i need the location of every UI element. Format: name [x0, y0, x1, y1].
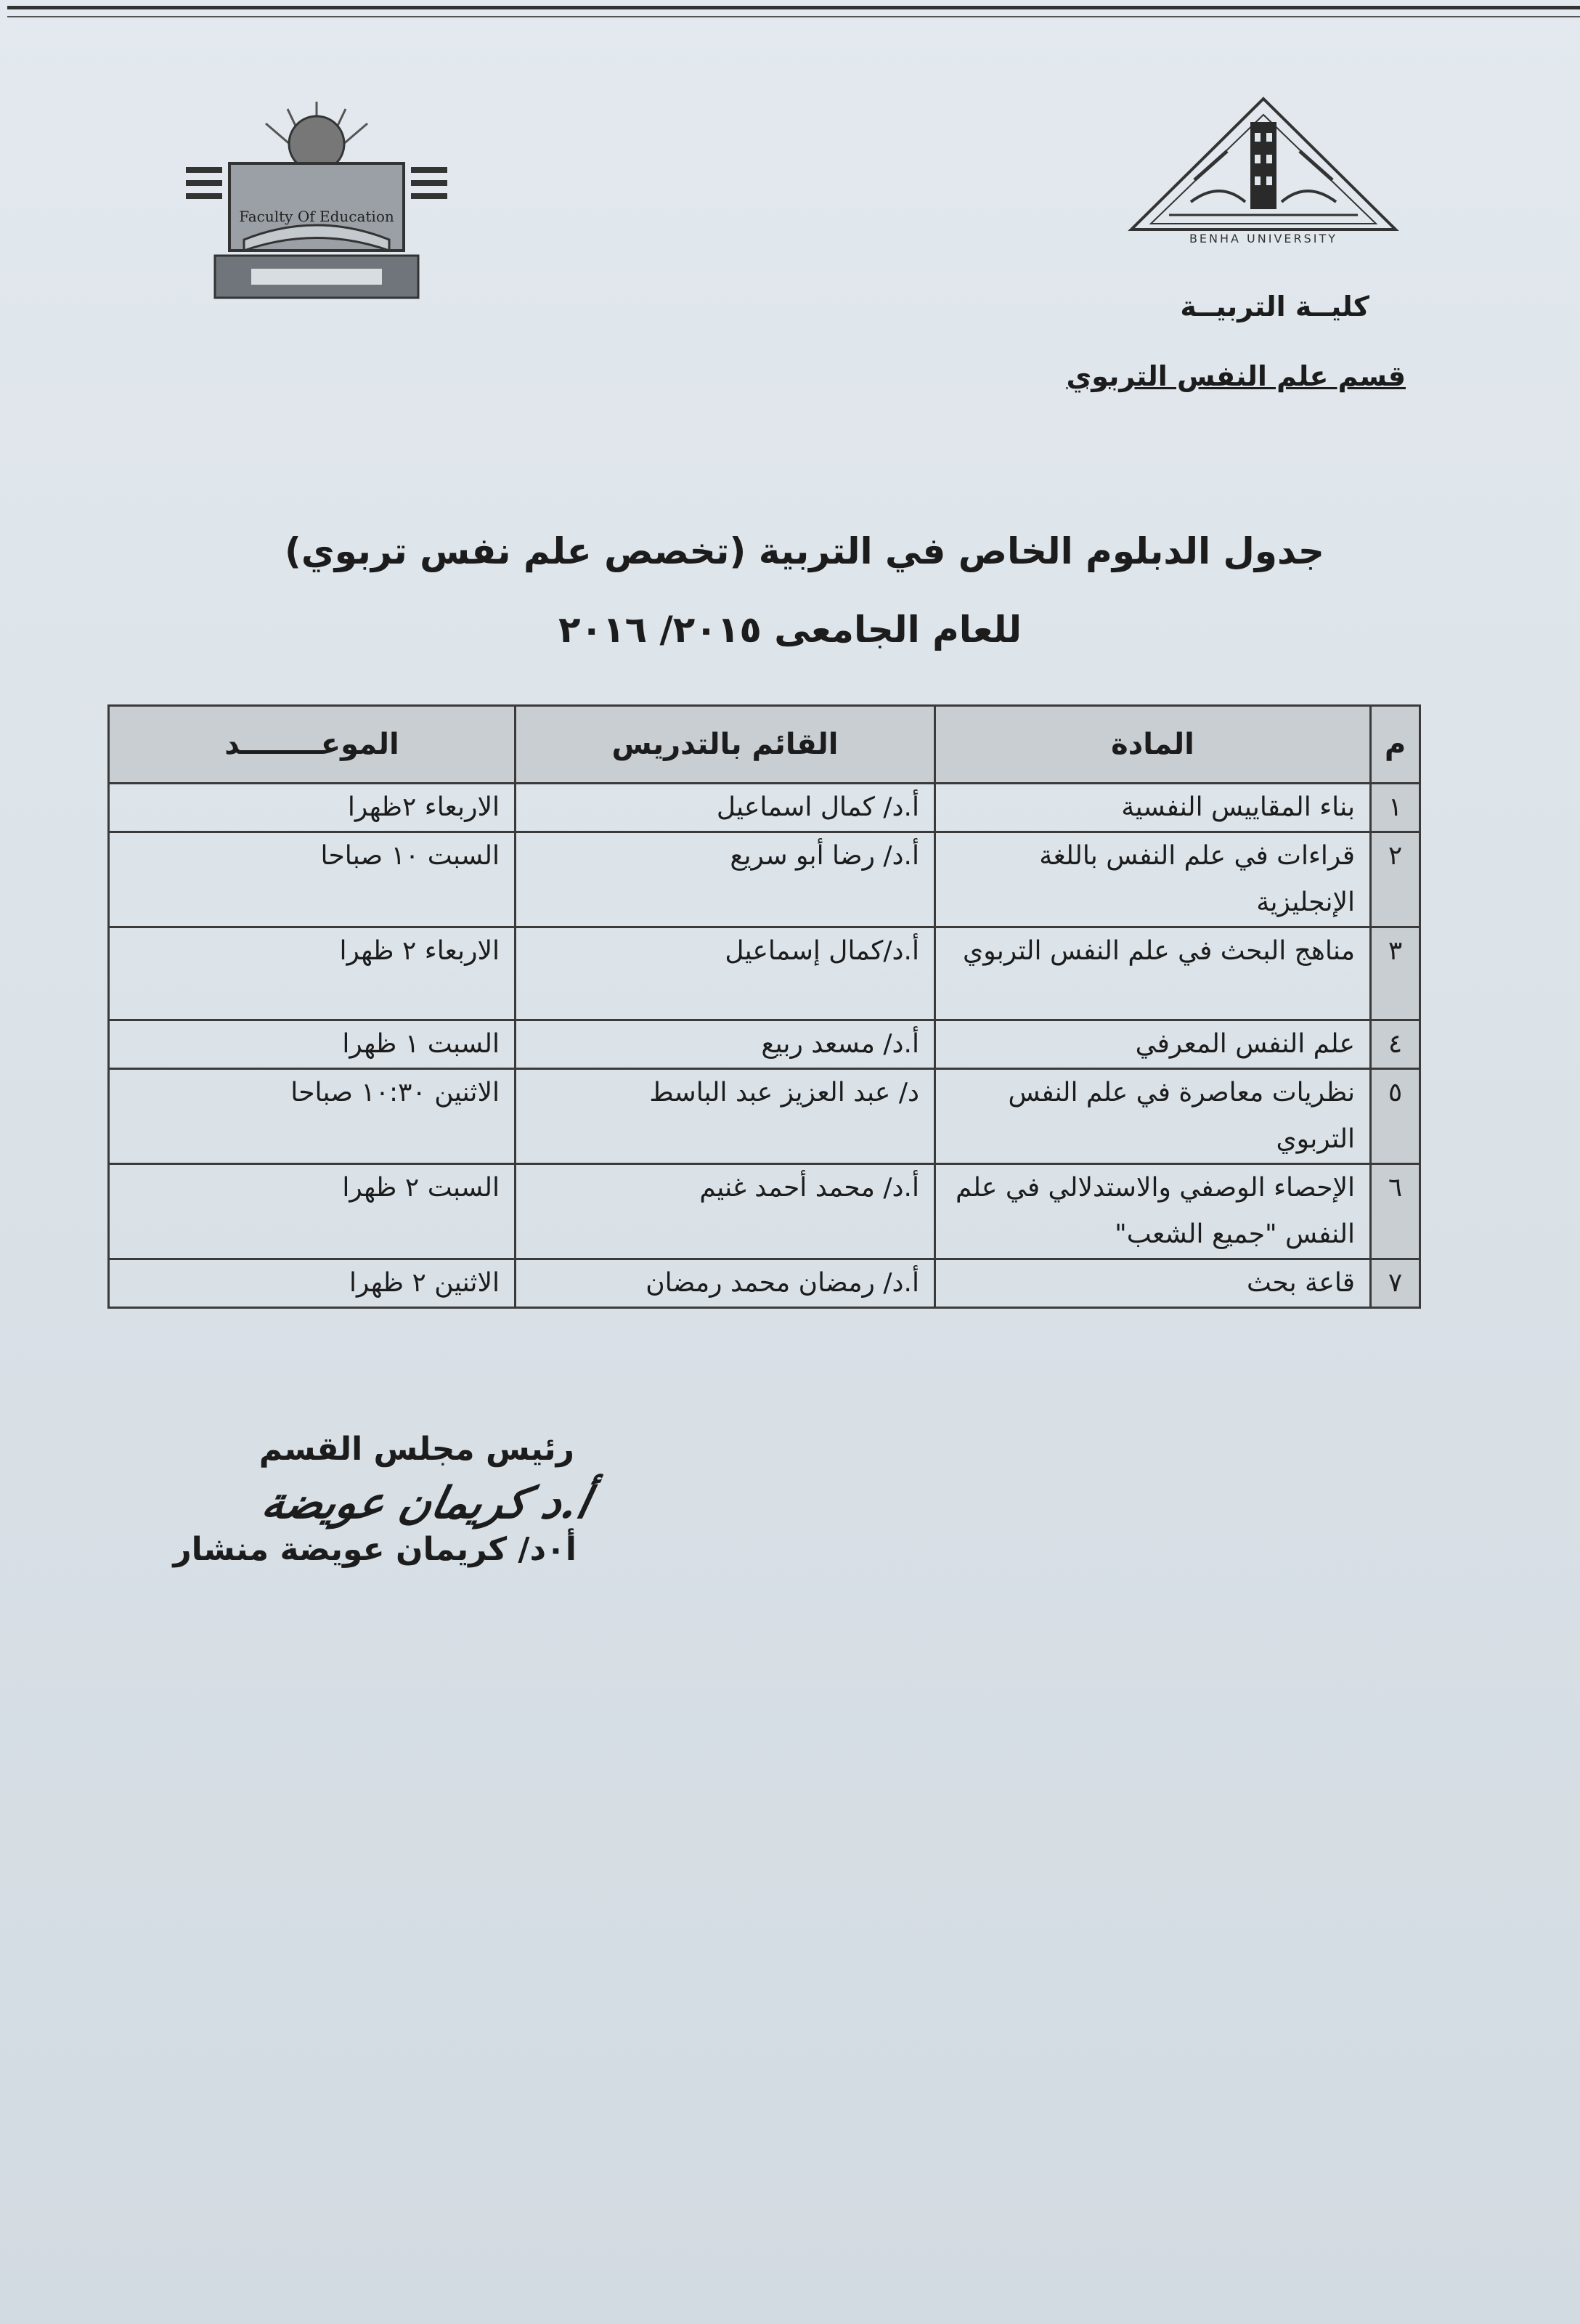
faculty-of-education-logo	[186, 94, 447, 301]
signature-title: رئيس مجلس القسم	[258, 1431, 574, 1468]
header-time: الموعــــــــد	[109, 706, 516, 784]
subject-cell: بناء المقاييس النفسية	[935, 784, 1371, 832]
row-number: ٧	[1371, 1259, 1420, 1308]
time-cell: السبت ١٠ صباحا	[109, 832, 516, 927]
row-number: ١	[1371, 784, 1420, 832]
table-row	[109, 1020, 1420, 1069]
instructor-cell: أ.د/ رضا أبو سريع	[516, 832, 935, 927]
table-row	[109, 784, 1420, 832]
instructor-cell: أ.د/ محمد أحمد غنيم	[516, 1164, 935, 1259]
benha-university-logo	[1125, 93, 1401, 247]
university-logo-text: BENHA UNIVERSITY	[1189, 232, 1338, 245]
instructor-cell: أ.د/ رمضان محمد رمضان	[516, 1259, 935, 1308]
header-number: م	[1371, 706, 1420, 784]
instructor-cell: د/ عبد العزيز عبد الباسط	[516, 1069, 935, 1164]
subject-cell: علم النفس المعرفي	[935, 1020, 1371, 1069]
time-cell: الاربعاء ٢ ظهرا	[109, 927, 516, 1020]
row-number: ٥	[1371, 1069, 1420, 1164]
top-border-line-thin	[7, 16, 1580, 17]
subject-cell: مناهج البحث في علم النفس التربوي	[935, 927, 1371, 1020]
instructor-cell: أ.د/ مسعد ربيع	[516, 1020, 935, 1069]
row-number: ٣	[1371, 927, 1420, 1020]
schedule-table	[107, 704, 1421, 1309]
table-row	[109, 1259, 1420, 1308]
time-cell: السبت ٢ ظهرا	[109, 1164, 516, 1259]
instructor-cell: أ.د/كمال إسماعيل	[516, 927, 935, 1020]
instructor-cell: أ.د/ كمال اسماعيل	[516, 784, 935, 832]
row-number: ٤	[1371, 1020, 1420, 1069]
signatory-name: أ٠د/ كريمان عويضة منشار	[173, 1531, 577, 1568]
header-subject: المادة	[935, 706, 1371, 784]
table-row	[109, 832, 1420, 927]
table-row	[109, 1069, 1420, 1164]
subject-cell: قراءات في علم النفس باللغة الإنجليزية	[935, 832, 1371, 927]
subject-cell: الإحصاء الوصفي والاستدلالي في علم النفس "جميع الشعب"	[935, 1164, 1371, 1259]
subject-cell: قاعة بحث	[935, 1259, 1371, 1308]
time-cell: الاثنين ١٠:٣٠ صباحا	[109, 1069, 516, 1164]
time-cell: الاثنين ٢ ظهرا	[109, 1259, 516, 1308]
time-cell: الاربعاء ٢ظهرا	[109, 784, 516, 832]
header-instructor: القائم بالتدريس	[516, 706, 935, 784]
table-header-row	[109, 706, 1420, 784]
row-number: ٦	[1371, 1164, 1420, 1259]
department-name: قسم علم النفس التربوي	[1066, 360, 1406, 392]
faculty-logo-text: Faculty Of Education	[239, 208, 394, 225]
table-row	[109, 1164, 1420, 1259]
time-cell: السبت ١ ظهرا	[109, 1020, 516, 1069]
handwritten-signature: أ.د كريمان عويضة	[257, 1478, 595, 1529]
subject-cell: نظريات معاصرة في علم النفس التربوي	[935, 1069, 1371, 1164]
row-number: ٢	[1371, 832, 1420, 927]
academic-year: للعام الجامعى ٢٠١٥/ ٢٠١٦	[558, 609, 1022, 651]
schedule-title: جدول الدبلوم الخاص في التربية (تخصص علم نفس تربوي)	[285, 530, 1324, 572]
faculty-name: كليــة التربيــة	[1180, 290, 1369, 322]
top-border-line	[7, 6, 1580, 9]
table-row	[109, 927, 1420, 1020]
